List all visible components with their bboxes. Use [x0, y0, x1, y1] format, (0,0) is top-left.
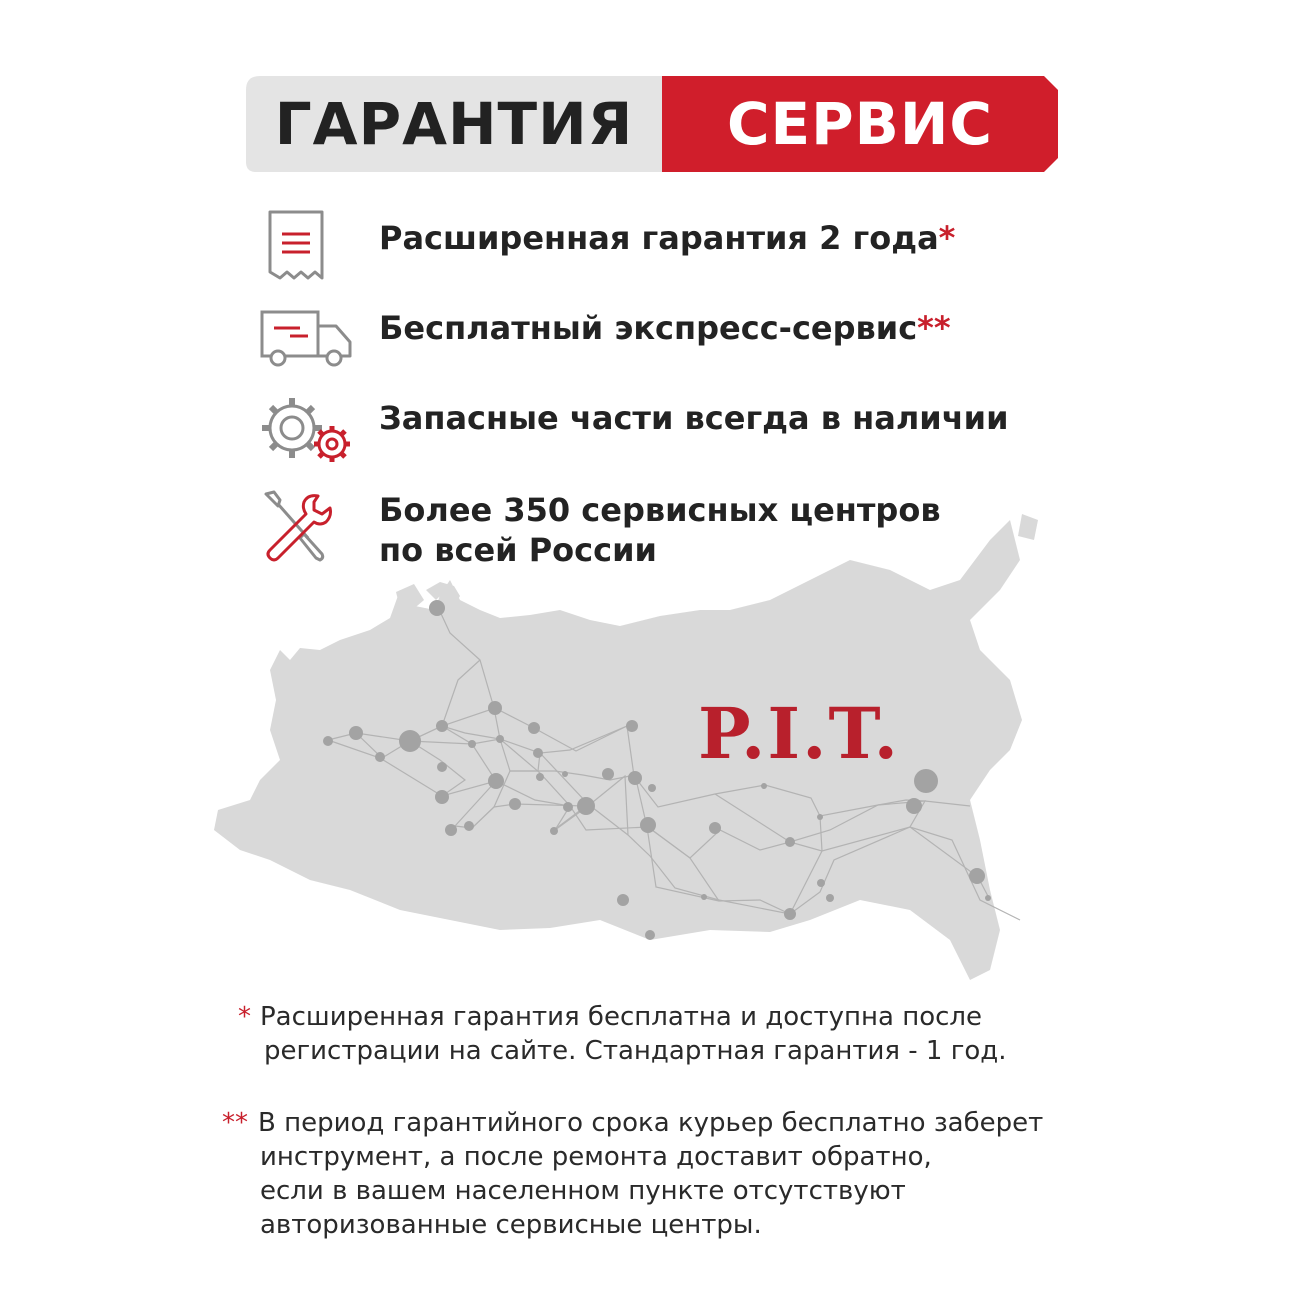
feature-express-service: [256, 300, 1016, 374]
footnote-line: если в вашем населенном пункте отсутствуют: [260, 1176, 906, 1206]
receipt-icon: [256, 208, 336, 288]
footnote-line: Расширенная гарантия бесплатна и доступна после: [260, 1002, 983, 1032]
feature-spare-parts: [256, 392, 1016, 472]
double-asterisk-mark: **: [222, 1108, 248, 1138]
delivery-truck-icon: [256, 300, 356, 370]
gears-icon: [256, 392, 356, 468]
double-asterisk-mark: **: [917, 309, 951, 347]
russia-map-network-icon: [210, 500, 1040, 990]
feature-text: Расширенная гарантия 2 года*: [379, 219, 956, 257]
footnote-line: регистрации на сайте. Стандартная гарантия - 1 год.: [264, 1036, 1007, 1066]
feature-text: Запасные части всегда в наличии: [379, 399, 1009, 437]
footnote-warranty: [238, 1000, 1038, 1068]
footnote-line: В период гарантийного срока курьер бесплатно заберет: [258, 1108, 1044, 1138]
service-title: СЕРВИС: [726, 90, 993, 158]
footnote-line: инструмент, а после ремонта доставит обратно,: [260, 1142, 932, 1172]
asterisk-mark: *: [238, 1002, 251, 1032]
header-banner: [246, 76, 1058, 172]
brand-logo: P.I.T.: [698, 692, 900, 775]
feature-text: Бесплатный экспресс-сервис**: [379, 309, 951, 347]
warranty-title: ГАРАНТИЯ: [274, 90, 634, 158]
feature-extended-warranty: [256, 208, 1016, 288]
footnote-line: авторизованные сервисные центры.: [260, 1210, 762, 1240]
feature-text: Более 350 сервисных центров по всей России: [379, 491, 941, 569]
asterisk-mark: *: [938, 219, 956, 257]
footnote-courier: [222, 1106, 1082, 1242]
